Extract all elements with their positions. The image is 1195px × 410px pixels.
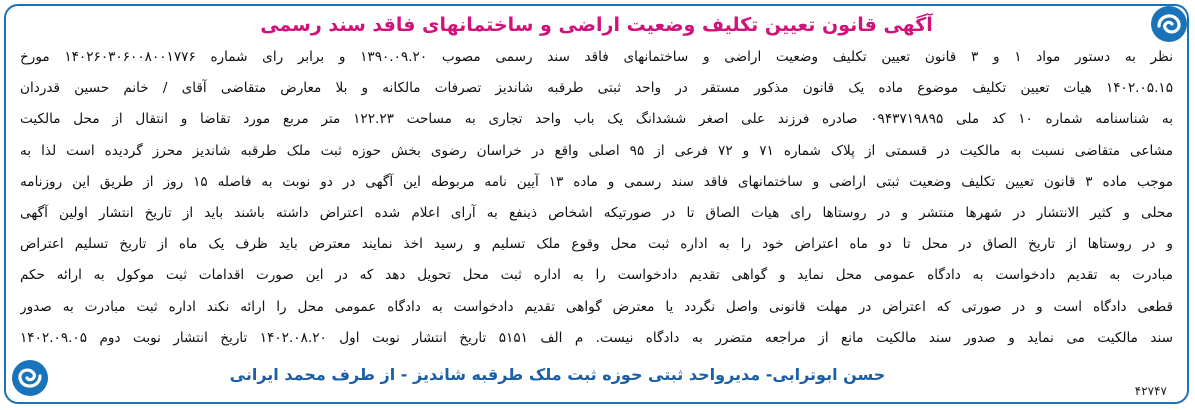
body-line: محلی و کثیر الانتشار در شهرها منتشر و در روستاها رای هیات الصاق تا در صورتیکه اشخاص ذینفع به آرای اعلام شده اعتراض داشته باشند باید از تاریخ انتشار اولین آگهی (20, 204, 1173, 221)
notice-box (4, 4, 1189, 404)
body-line: نظر به دستور مواد ۱ و ۳ قانون تعیین تکلیف وضعیت اراضی و ساختمانهای فاقد سند رسمی مصوب ۱۳۹۰.۰۹.۲۰ و برابر رای شماره ۱۴۰۲۶۰۳۰۶۰۰۸۰۰۱۷۷۶ مورخ (20, 49, 1173, 65)
notice-code: ۴۲۷۴۷ (1134, 384, 1167, 398)
corner-swirl-icon (8, 356, 52, 400)
body-line: و در روستاها از تاریخ الصاق در محل تا دو ماه اعتراض خود را به اداره ثبت محل وقوع ملک تسلیم و رسید اخذ نمایند معترض باید ظرف یک ماه از تاریخ تسلیم اعتراض (20, 236, 1173, 253)
body-line: قطعی دادگاه است و در صورتی که اعتراض در مهلت قانونی واصل نگردد یا معترض گواهی تقدیم دادخواست به دادگاه عمومی محل را ارائه نکند اداره ثبت مبادرت به صدور (20, 298, 1173, 315)
body-line: موجب ماده ۳ قانون تعیین تکلیف وضعیت ثبتی اراضی و ساختمانهای فاقد سند رسمی و ماده ۱۳ آیین نامه مربوطه این آگهی در دو نوبت به فاصله ۱۵ روز از طریق این روزنامه (20, 173, 1173, 190)
signature: حسن ابوترابی- مدیرواحد ثبتی حوزه ثبت ملک طرقبه شاندیز - از طرف محمد ایرانی (229, 365, 886, 384)
body-line: مبادرت به تقدیم دادخواست به دادگاه عمومی محل نماید و گواهی تقدیم دادخواست را به اداره ثبت محل تحویل دهد که در این صورت اقدامات ثبت موکول به ارائه حکم (20, 267, 1173, 284)
body-line: به شناسنامه شماره ۱۰ کد ملی ۰۹۴۳۷۱۹۸۹۵ صادره فرزند علی اصغر ششدانگ یک باب واحد تجاری به مساحت ۱۲۲.۲۳ متر مربع مورد تقاضا و انتقال از محل مالکیت (20, 111, 1173, 128)
notice-body (20, 42, 1173, 354)
body-line: سند مالکیت می نماید و صدور سند مالکیت مانع از مراجعه متضرر به دادگاه نیست. م الف ۵۱۵۱ تاریخ انتشار نوبت اول ۱۴۰۲.۰۸.۲۰ تاریخ انتشار نوبت دوم ۱۴۰۲.۰۹.۰۵ (20, 329, 1173, 346)
body-line: مشاعی متقاضی نسبت به مالکیت در قسمتی از پلاک شماره ۷۱ و ۷۲ فرعی از ۹۵ اصلی واقع در خراسان رضوی بخش حوزه ثبت ملک طرقبه شاندیز محرز گردیده است لذا به (20, 142, 1173, 159)
notice-title: آگهی قانون تعیین تکلیف وضعیت اراضی و ساختمانهای فاقد سند رسمی (260, 14, 933, 36)
body-line: ۱۴۰۲.۰۵.۱۵ هیات تعیین تکلیف موضوع ماده یک قانون مذکور مستقر در واحد ثبتی طرقبه شاندیز تصرفات مالکانه و بلا معارض متقاضی آقای / خانم حسین قدردان (20, 80, 1173, 97)
